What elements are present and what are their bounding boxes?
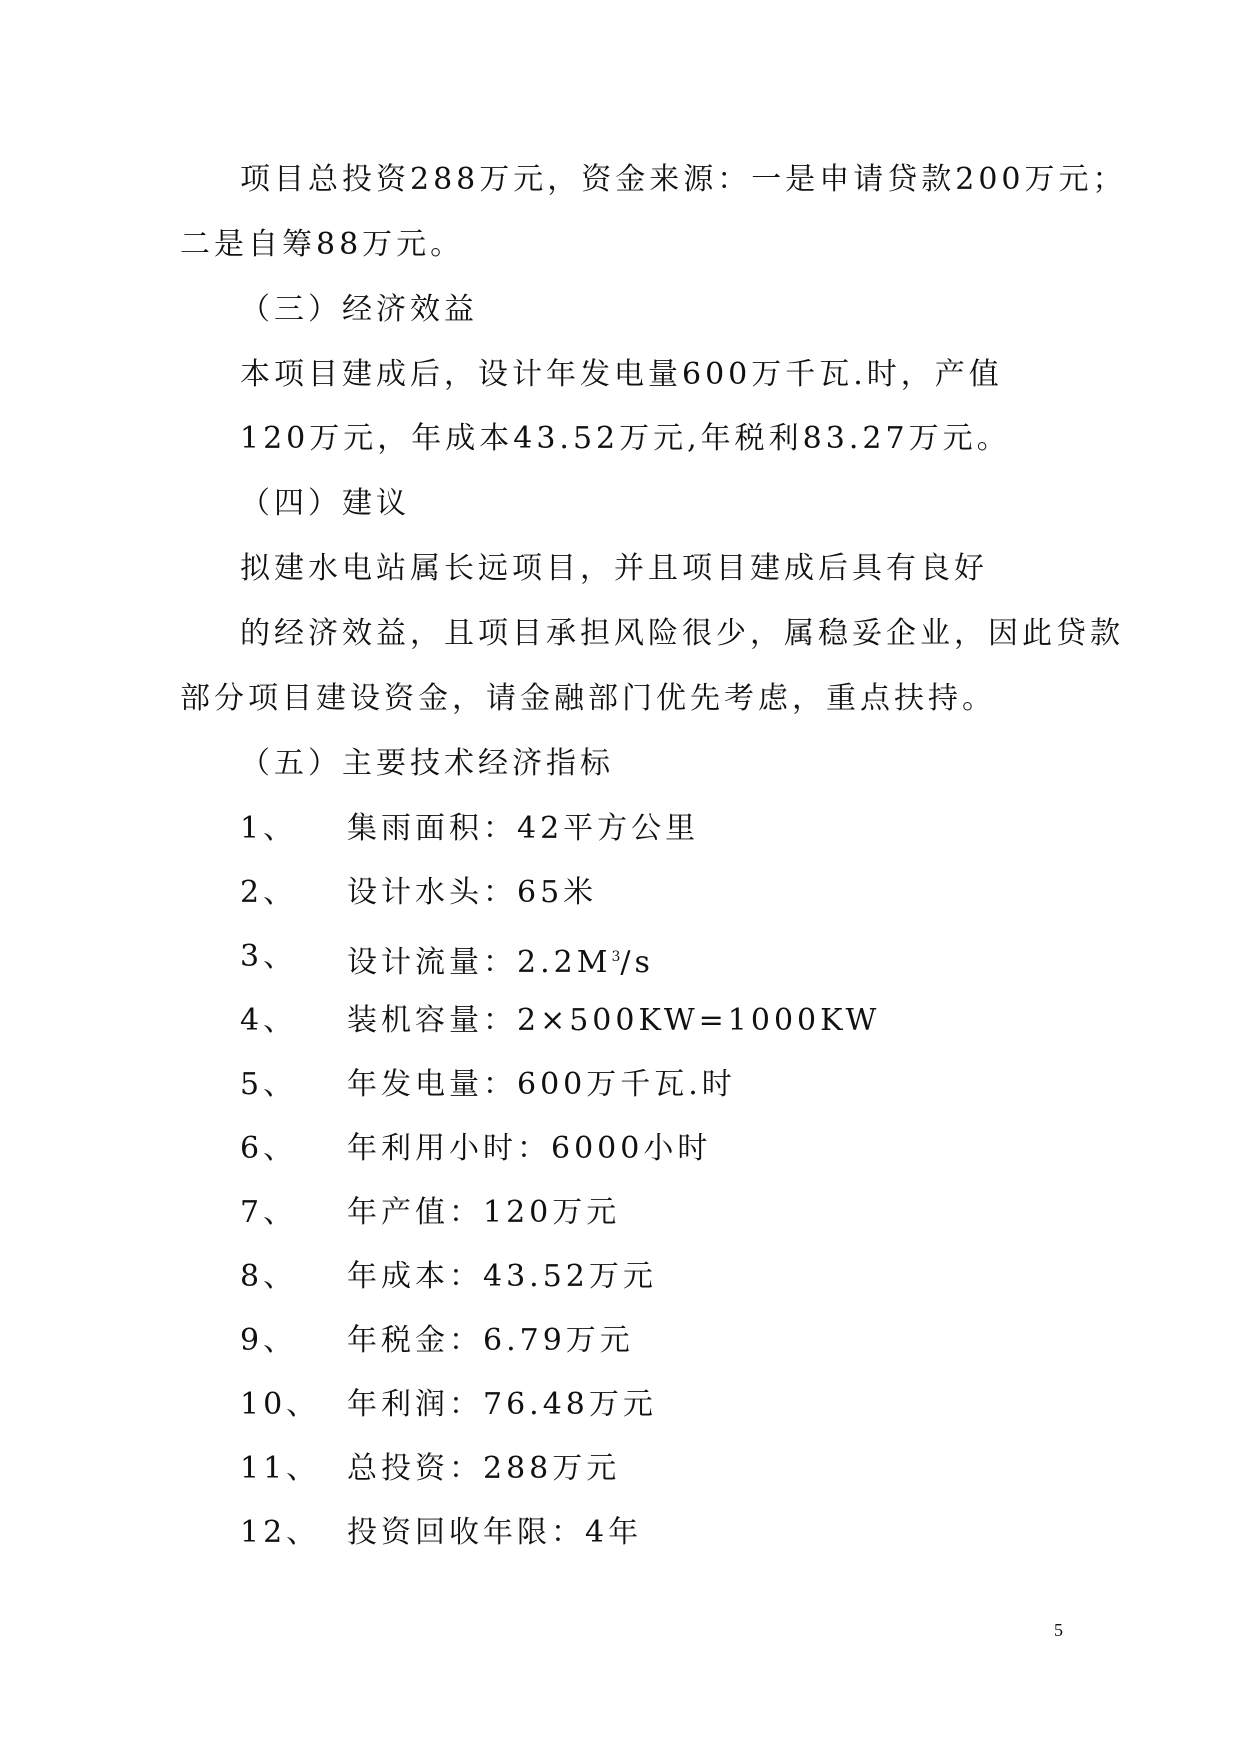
page-number: 5 xyxy=(1054,1620,1063,1640)
list-item-text: 年税金：6.79万元 xyxy=(347,1323,634,1358)
list-item-text xyxy=(347,937,654,983)
superscript-exponent: 3 xyxy=(611,949,621,965)
list-item-number: 11、 xyxy=(240,1451,321,1486)
list-item-number: 8、 xyxy=(240,1259,298,1294)
list-item-number: 12、 xyxy=(240,1515,321,1550)
list-item-text: 投资回收年限：4年 xyxy=(347,1515,643,1550)
section-heading-economic-benefit: （三）经济效益 xyxy=(240,292,478,327)
investment-paragraph-line-2: 二是自筹88万元。 xyxy=(180,227,465,262)
list-item-number: 9、 xyxy=(240,1323,298,1358)
investment-paragraph-line-1: 项目总投资288万元，资金来源：一是申请贷款200万元； xyxy=(240,162,1127,197)
list-item-text: 集雨面积：42平方公里 xyxy=(347,811,700,846)
list-item-text: 总投资：288万元 xyxy=(347,1451,621,1486)
list-item-text: 年发电量：600万千瓦.时 xyxy=(347,1067,736,1102)
flow-text: 设计流量：2.2M xyxy=(347,945,612,980)
benefit-paragraph-line-2: 120万元，年成本43.52万元,年税利83.27万元。 xyxy=(240,421,1011,456)
list-item-text: 年产值：120万元 xyxy=(347,1195,621,1230)
suggestion-paragraph-line-3: 部分项目建设资金，请金融部门优先考虑，重点扶持。 xyxy=(180,681,996,716)
flow-unit-text: /s xyxy=(620,945,654,980)
benefit-paragraph-line-1: 本项目建成后，设计年发电量600万千瓦.时，产值 xyxy=(240,357,1003,392)
list-item-number: 5、 xyxy=(240,1067,298,1102)
list-item-text: 年利用小时：6000小时 xyxy=(347,1131,712,1166)
list-item-number: 6、 xyxy=(240,1131,298,1166)
list-item-number: 2、 xyxy=(240,875,298,910)
section-heading-indicators: （五）主要技术经济指标 xyxy=(240,746,614,781)
list-item-number: 1、 xyxy=(240,811,298,846)
list-item-number: 3、 xyxy=(240,939,298,974)
suggestion-paragraph-line-1: 拟建水电站属长远项目，并且项目建成后具有良好 xyxy=(240,551,988,586)
suggestion-paragraph-line-2: 的经济效益，且项目承担风险很少，属稳妥企业，因此贷款 xyxy=(240,616,1124,651)
list-item-text: 年成本：43.52万元 xyxy=(347,1259,657,1294)
section-heading-suggestion: （四）建议 xyxy=(240,486,410,521)
list-item-text: 设计水头：65米 xyxy=(347,875,598,910)
list-item-text: 装机容量：2×500KW=1000KW xyxy=(347,1003,881,1038)
list-item-number: 10、 xyxy=(240,1387,321,1422)
list-item-text: 年利润：76.48万元 xyxy=(347,1387,657,1422)
list-item-number: 4、 xyxy=(240,1003,298,1038)
list-item-number: 7、 xyxy=(240,1195,298,1230)
